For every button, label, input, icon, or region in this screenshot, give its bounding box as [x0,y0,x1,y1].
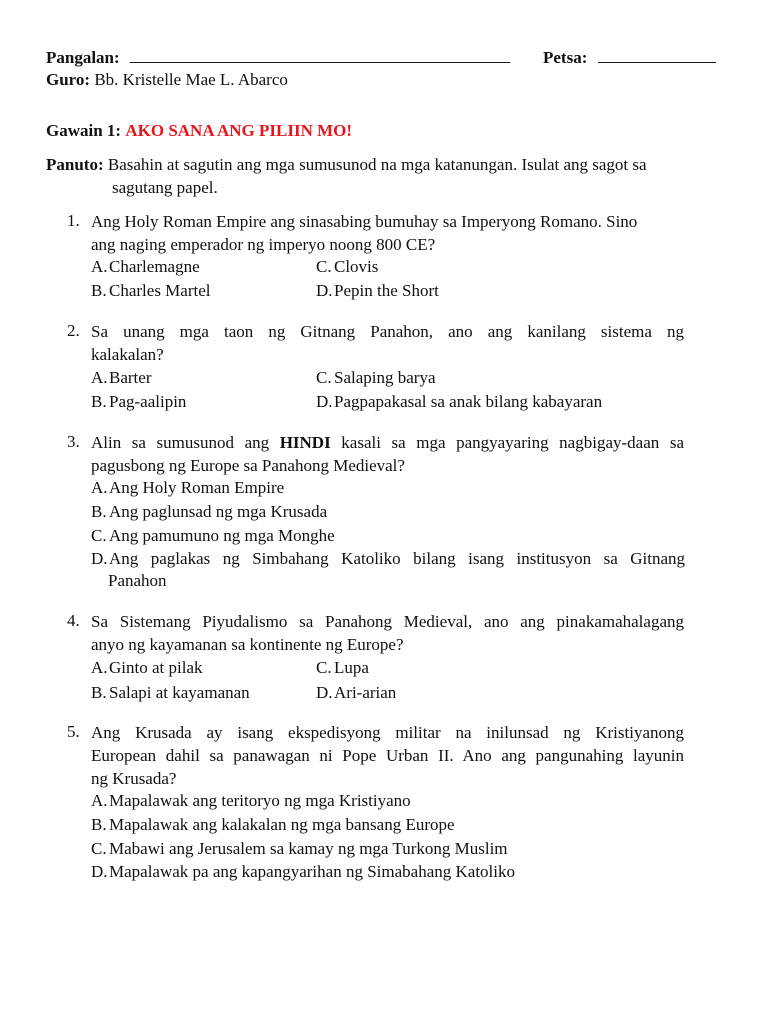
option-b: B. Pag-aalipin [91,392,187,411]
date-blank[interactable] [598,48,716,63]
date-line [543,47,716,69]
option-c: C. Salaping barya [316,368,436,387]
option-b: B. Ang paglunsad ng mga Krusada [91,502,328,521]
option-d: D. Ang paglakas ng Simbahang Katoliko bilang isang institusyon sa Gitnang Panahon [91,549,685,590]
question-text [91,431,684,477]
instructions-text-2: sagutang papel. [112,178,218,197]
date-label: Petsa: [543,48,588,67]
option-a: A.Barter [91,368,152,387]
option-b: B. Mapalawak ang kalakalan ng mga bansang Europe [91,815,455,834]
option-c: C. Mabawi ang Jerusalem sa kamay ng mga Turkong Muslim [91,839,508,858]
question-line: Ang Holy Roman Empire ang sinasabing bumuhay sa Imperyong Romano. Sino [91,212,638,231]
question-line: European dahil sa panawagan ni Pope Urban II. Ano ang pangunahing layunin [91,746,684,765]
teacher-line [46,69,288,91]
question-number: 5. [67,722,80,741]
question-number: 3. [67,432,80,451]
option-a: A.Mapalawak ang teritoryo ng mga Kristiyano [91,791,411,810]
name-line [46,47,510,69]
option-d: D.Ari-arian [316,683,397,702]
question-number: 1. [67,211,80,230]
teacher-name: Bb. Kristelle Mae L. Abarco [94,70,288,89]
option-a: A.Charlemagne [91,257,200,276]
option-d: D.Mapalawak pa ang kapangyarihan ng Simabahang Katoliko [91,862,515,881]
activity-title: AKO SANA ANG PILIIN MO! [125,121,353,140]
emphasis-hindi: HINDI [279,433,331,452]
activity-label: Gawain 1: [46,121,122,140]
name-blank[interactable] [130,48,510,63]
question-number: 4. [67,611,80,630]
question-line: kalakalan? [91,345,164,364]
activity-heading [46,120,352,142]
option-c: C. Ang pamumuno ng mga Monghe [91,526,335,545]
question-line: Sa Sistemang Piyudalismo sa Panahong Medieval, ano ang pinakamahalagang [91,612,684,631]
question-text [91,610,684,656]
teacher-label: Guro: [46,70,91,89]
option-d: D.Pepin the Short [316,281,439,300]
question-line: anyo ng kayamanan sa kontinente ng Europe? [91,635,404,654]
question-line: Sa unang mga taon ng Gitnang Panahon, ano ang kanilang sistema ng [91,322,684,341]
question-number: 2. [67,321,80,340]
option-a: A.Ginto at pilak [91,658,203,677]
option-c: C. Lupa [316,658,369,677]
instructions-line1 [46,154,647,176]
question-line: pagusbong ng Europe sa Panahong Medieval? [91,456,405,475]
option-c: C. Clovis [316,257,379,276]
option-d: D.Pagpapakasal sa anak bilang kabayaran [316,392,603,411]
name-label: Pangalan: [46,48,120,67]
question-text [91,721,684,790]
instructions-label: Panuto: [46,155,104,174]
option-b: B. Salapi at kayamanan [91,683,250,702]
question-line: Alin sa sumusunod ang HINDI kasali sa mga pangyayaring nagbigay-daan sa [91,433,684,452]
option-a: A.Ang Holy Roman Empire [91,478,285,497]
question-text [91,210,684,256]
question-text [91,320,684,366]
question-line: ang naging emperador ng imperyo noong 800 CE? [91,235,436,254]
option-b: B. Charles Martel [91,281,211,300]
instructions-text-1: Basahin at sagutin ang mga sumusunod na mga katanungan. Isulat ang sagot sa [107,155,647,174]
question-line: Ang Krusada ay isang ekspedisyong militar na inilunsad ng Kristiyanong [91,723,684,742]
question-line: ng Krusada? [91,769,177,788]
